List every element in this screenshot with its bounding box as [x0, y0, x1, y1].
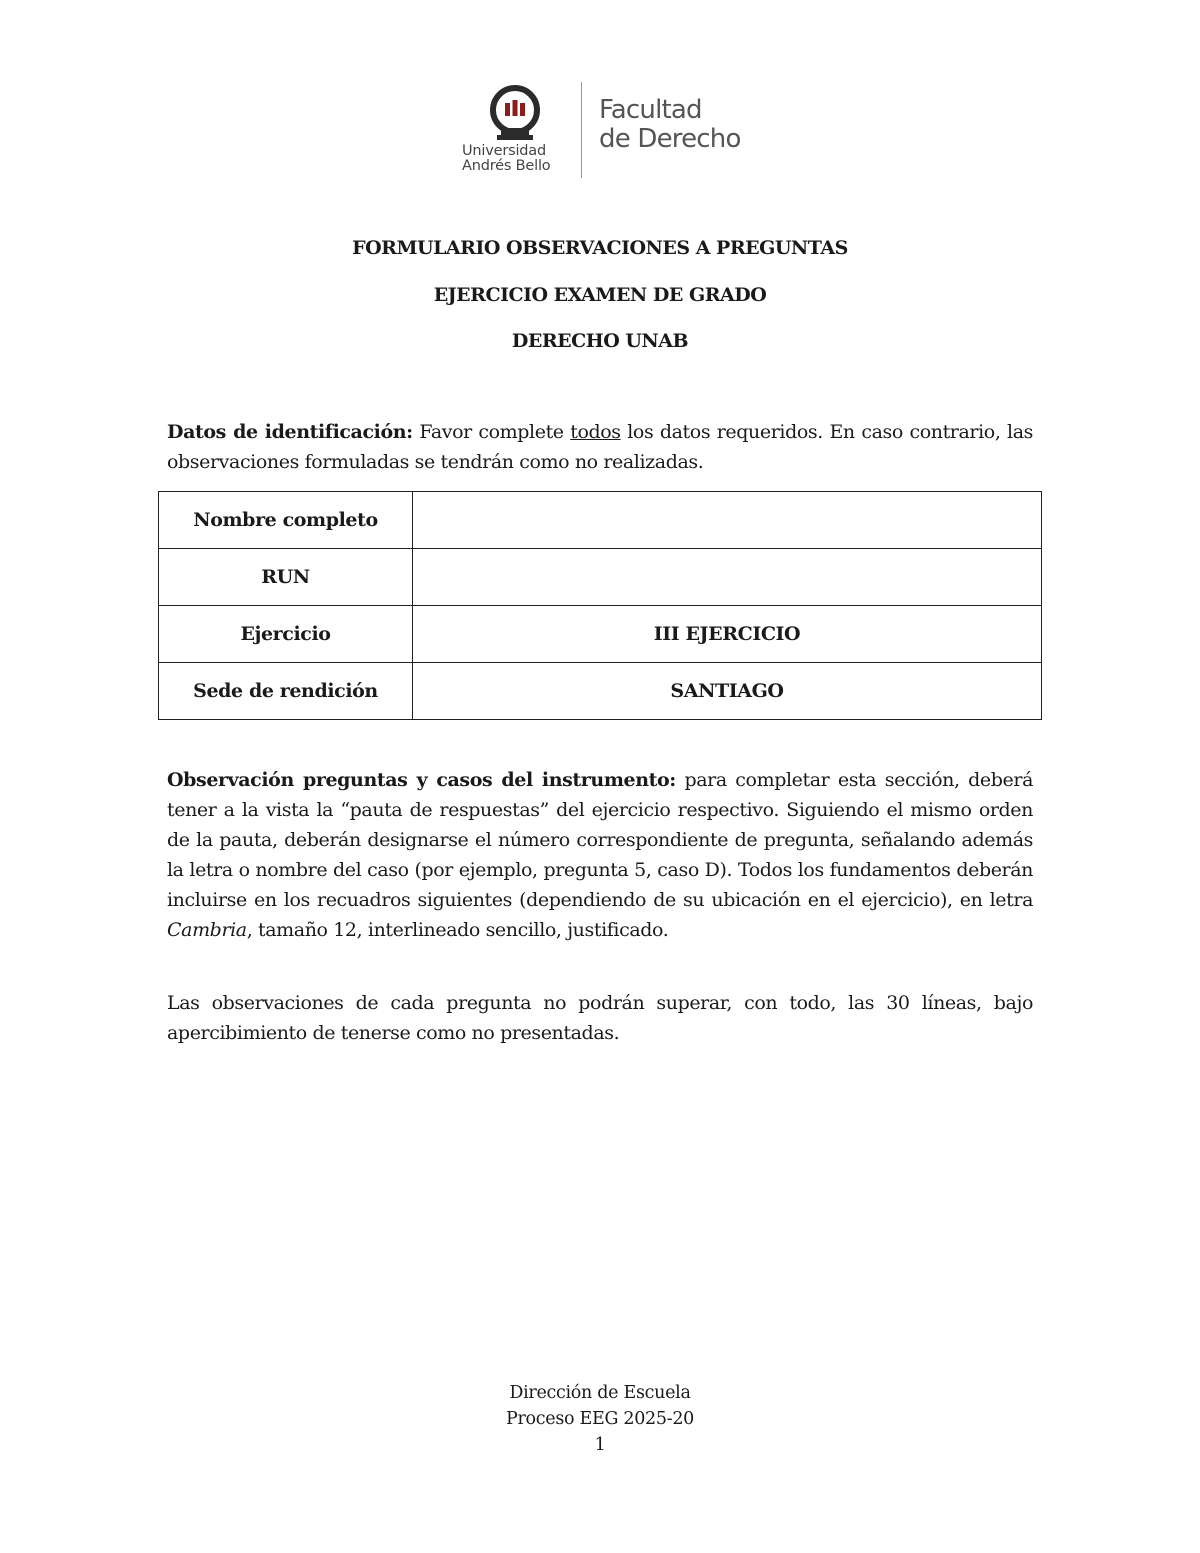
university-name-line1: Universidad — [462, 143, 546, 159]
identification-table — [158, 491, 1042, 720]
logo-divider — [581, 82, 582, 178]
header-logo — [460, 78, 750, 180]
form-title: FORMULARIO OBSERVACIONES A PREGUNTAS — [352, 237, 848, 259]
value-run[interactable] — [413, 549, 1042, 606]
footer — [0, 1380, 1200, 1458]
observations-text-part1: para completar esta sección, deberá tener a la vista la “pauta de respuestas” del ejercicio respectivo. Siguiendo el mismo orden de la pauta, deberán designarse el número correspondiente de pregunta, señalando además la letra o nombre del caso (por ejemplo, pregunta 5, caso D). Todos los fundamentos deberán incluirse en los recuadros siguientes (dependiendo de su ubicación en el ejercicio), en letra — [167, 769, 1033, 911]
label-run: RUN — [159, 549, 413, 606]
label-nombre-completo: Nombre completo — [159, 492, 413, 549]
identification-heading: Datos de identificación: — [167, 421, 413, 443]
label-sede: Sede de rendición — [159, 663, 413, 720]
form-subtitle: EJERCICIO EXAMEN DE GRADO — [433, 284, 767, 306]
faculty-name — [599, 96, 759, 154]
table-row-sede — [159, 663, 1042, 720]
identification-underlined: todos — [570, 421, 621, 443]
university-emblem-icon — [487, 84, 543, 144]
faculty-name-line2: de Derecho — [599, 124, 741, 154]
observations-heading: Observación preguntas y casos del instrumento: — [167, 769, 676, 791]
university-name — [462, 144, 570, 174]
footer-process: Proceso EEG 2025-20 — [505, 1409, 695, 1429]
faculty-name-line1: Facultad — [599, 95, 702, 125]
page-number: 1 — [594, 1435, 606, 1455]
table-row-nombre — [159, 492, 1042, 549]
label-ejercicio: Ejercicio — [159, 606, 413, 663]
limits-paragraph: Las observaciones de cada pregunta no podrán superar, con todo, las 30 líneas, bajo apercibimiento de tenerse como no presentadas. — [167, 992, 1033, 1044]
table-row-ejercicio — [159, 606, 1042, 663]
value-nombre-completo[interactable] — [413, 492, 1042, 549]
identification-paragraph — [167, 417, 1033, 477]
identification-text-before: Favor complete — [412, 421, 571, 443]
value-sede: SANTIAGO — [413, 663, 1042, 720]
table-row-run — [159, 549, 1042, 606]
footer-department: Dirección de Escuela — [509, 1383, 691, 1403]
identification-text-after: los datos requeridos. En caso contrario, las observaciones formuladas se tendrán como no realizadas. — [167, 421, 1033, 473]
observations-paragraph — [167, 765, 1033, 945]
value-ejercicio: III EJERCICIO — [413, 606, 1042, 663]
form-program: DERECHO UNAB — [511, 330, 689, 352]
university-name-line2: Andrés Bello — [462, 158, 551, 174]
observations-text-part2: , tamaño 12, interlineado sencillo, justificado. — [246, 919, 669, 941]
observations-font-name: Cambria — [167, 919, 247, 941]
